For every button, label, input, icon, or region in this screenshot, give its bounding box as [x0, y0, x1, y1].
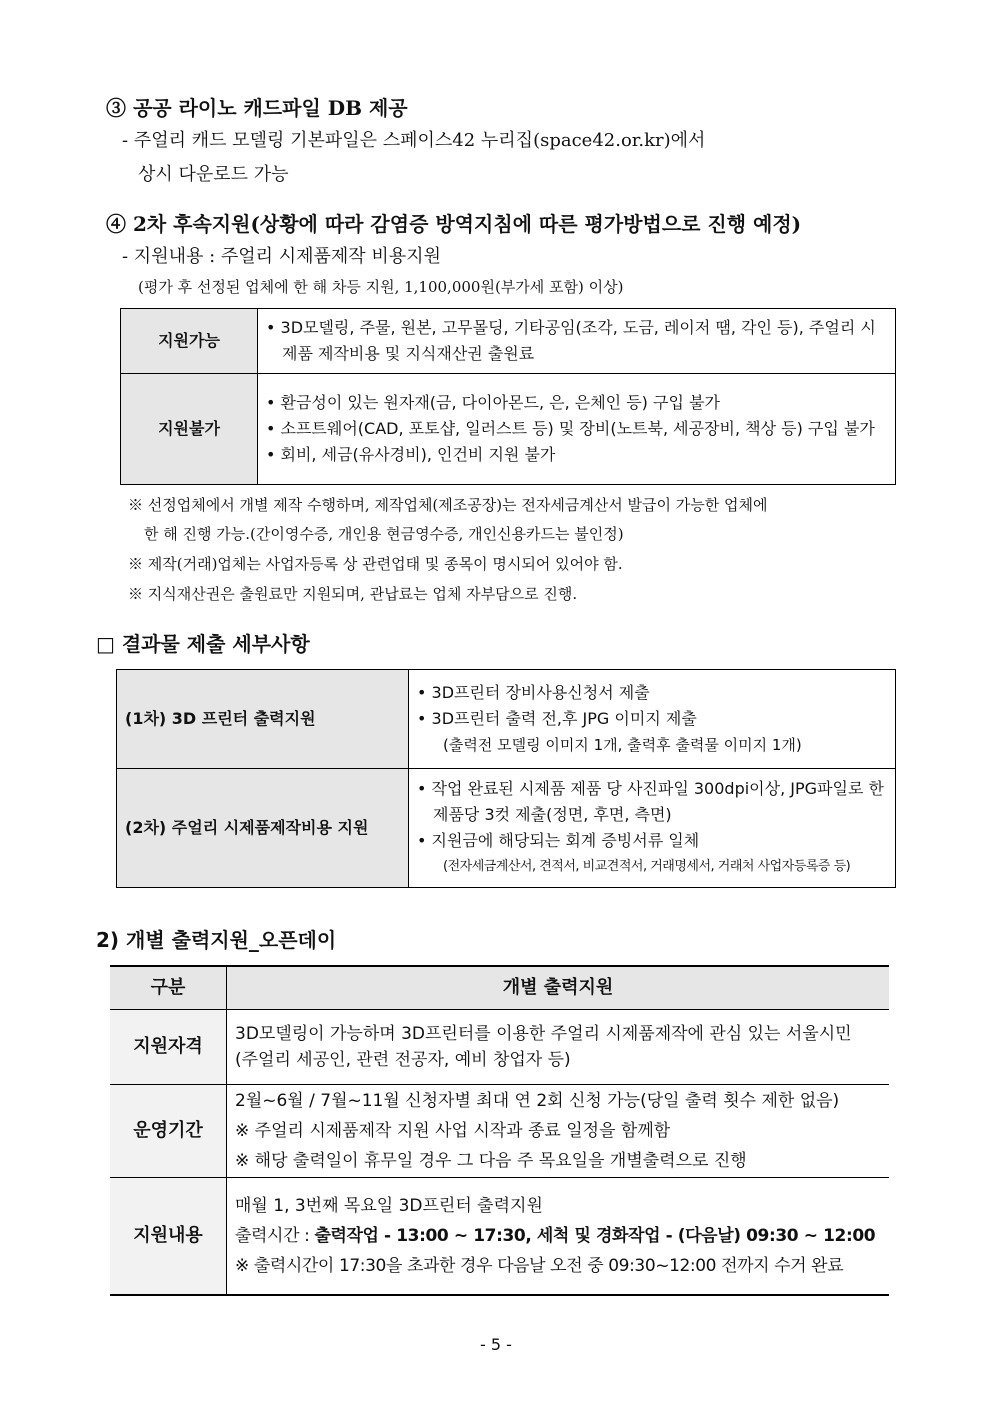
result-item-sub: (전자세금계산서, 견적서, 비교견적서, 거래명세서, 거래처 사업자등록증 등)	[443, 859, 851, 874]
open-day-text: ※ 주얼리 시제품제작 지원 사업 시작과 종료 일정을 함께함	[235, 1121, 671, 1141]
result-label-2: (2차) 주얼리 시제품제작비용 지원	[117, 769, 409, 888]
support-row-possible	[121, 309, 896, 374]
result-row-2	[117, 769, 896, 888]
open-day-row-content	[110, 1178, 889, 1296]
open-day-text: (주얼리 세공인, 관련 전공자, 예비 창업자 등)	[235, 1050, 571, 1070]
section-3-title: ③ 공공 라이노 캐드파일 DB 제공	[106, 96, 408, 120]
support-impossible-item: • 회비, 세금(유사경비), 인건비 지원 불가	[266, 445, 556, 464]
support-label-possible: 지원가능	[121, 309, 258, 374]
support-label-impossible: 지원불가	[121, 374, 258, 485]
support-row-impossible	[121, 374, 896, 485]
result-item-sub: (출력전 모델링 이미지 1개, 출력후 출력물 이미지 1개)	[443, 736, 802, 754]
open-day-time-bold: 출력작업 - 13:00 ~ 17:30, 세척 및 경화작업 - (다음날) 09:30 ~ 12:00	[314, 1226, 876, 1246]
open-day-header-col2: 개별 출력지원	[227, 966, 890, 1010]
section-4-line1: - 지원내용 : 주얼리 시제품제작 비용지원	[122, 246, 441, 267]
note-1: ※ 선정업체에서 개별 제작 수행하며, 제작업체(제조공장)는 전자세금계산서 발급이 가능한 업체에	[128, 496, 768, 514]
section-3-line2: 상시 다운로드 가능	[138, 164, 289, 185]
open-day-text: ※ 출력시간이 17:30을 초과한 경우 다음날 오전 중 09:30~12:00 전까지 수거 완료	[235, 1256, 844, 1276]
result-item: • 3D프린터 출력 전,후 JPG 이미지 제출	[417, 709, 697, 728]
open-day-row-qualification	[110, 1010, 889, 1085]
open-day-text: 3D모델링이 가능하며 3D프린터를 이용한 주얼리 시제품제작에 관심 있는 서울시민	[235, 1024, 852, 1044]
result-item: • 지원금에 해당되는 회계 증빙서류 일체	[417, 831, 700, 850]
open-day-text: ※ 해당 출력일이 휴무일 경우 그 다음 주 목요일을 개별출력으로 진행	[235, 1151, 747, 1171]
result-row-1	[117, 670, 896, 769]
section-4-title: ④ 2차 후속지원(상황에 따라 감염증 방역지침에 따른 평가방법으로 진행 예정)	[106, 212, 802, 236]
result-label-1: (1차) 3D 프린터 출력지원	[117, 670, 409, 769]
open-day-text: 2월~6월 / 7월~11월 신청자별 최대 연 2회 신청 가능(당일 출력 횟수 제한 없음)	[235, 1091, 840, 1111]
result-table	[116, 669, 896, 888]
open-day-row-period	[110, 1085, 889, 1178]
open-day-header	[110, 966, 889, 1010]
section-4-line2: (평가 후 선정된 업체에 한 해 차등 지원, 1,100,000원(부가세 포함) 이상)	[138, 278, 624, 296]
result-item: • 3D프린터 장비사용신청서 제출	[417, 683, 650, 702]
note-2: ※ 제작(거래)업체는 사업자등록 상 관련업태 및 종목이 명시되어 있어야 함.	[128, 555, 623, 573]
open-day-table	[110, 965, 889, 1296]
open-day-text: 매월 1, 3번째 목요일 3D프린터 출력지원	[235, 1196, 543, 1216]
support-possible-item: • 3D모델링, 주물, 원본, 고무몰딩, 기타공임(조각, 도금, 레이저 땜, 각인 등), 주얼리 시제품 제작비용 및 지식재산권 출원료	[266, 318, 876, 363]
result-section-title: □ 결과물 제출 세부사항	[96, 632, 310, 656]
open-day-label-period: 운영기간	[110, 1085, 227, 1178]
open-day-time-prefix: 출력시간 :	[235, 1226, 315, 1246]
note-1-cont: 한 해 진행 가능.(간이영수증, 개인용 현금영수증, 개인신용카드는 불인정)	[144, 525, 624, 543]
note-3: ※ 지식재산권은 출원료만 지원되며, 관납료는 업체 자부담으로 진행.	[128, 585, 578, 603]
result-item: • 작업 완료된 시제품 제품 당 사진파일 300dpi이상, JPG파일로 한 제품당 3컷 제출(정면, 후면, 측면)	[417, 779, 884, 824]
page-number: - 5 -	[480, 1335, 512, 1354]
open-day-label-content: 지원내용	[110, 1178, 227, 1296]
open-day-title: 2) 개별 출력지원_오픈데이	[96, 928, 337, 952]
open-day-label-qualification: 지원자격	[110, 1010, 227, 1085]
support-impossible-item: • 소프트웨어(CAD, 포토샵, 일러스트 등) 및 장비(노트북, 세공장비, 책상 등) 구입 불가	[266, 419, 875, 438]
section-3-line1: - 주얼리 캐드 모델링 기본파일은 스페이스42 누리집(space42.or.kr)에서	[122, 130, 706, 151]
support-table	[120, 308, 896, 485]
open-day-header-col1: 구분	[110, 966, 227, 1010]
support-impossible-item: • 환금성이 있는 원자재(금, 다이아몬드, 은, 은체인 등) 구입 불가	[266, 393, 720, 412]
